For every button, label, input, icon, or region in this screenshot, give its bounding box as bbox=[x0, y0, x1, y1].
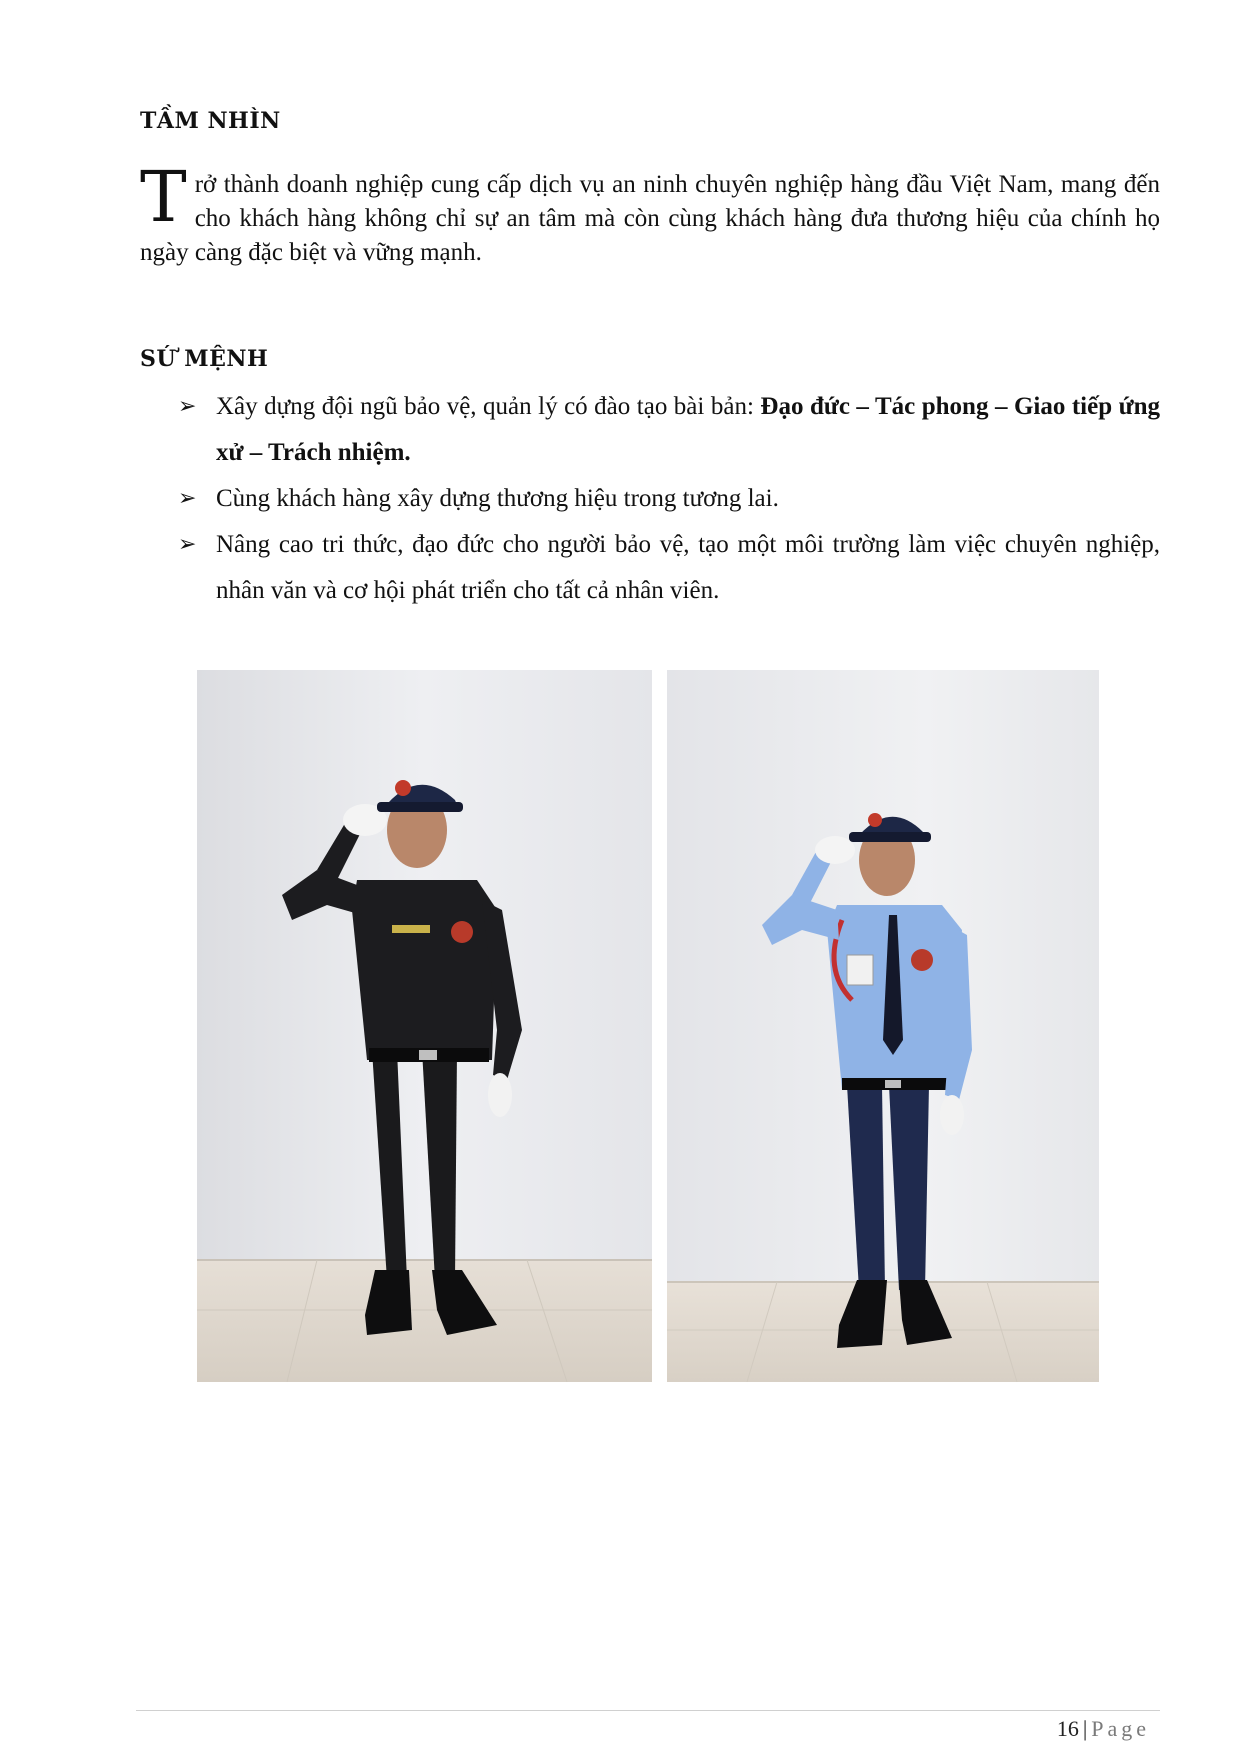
mission-item-text: Cùng khách hàng xây dựng thương hiệu trong tương lai. bbox=[216, 485, 779, 512]
footer-separator: | bbox=[1082, 1716, 1088, 1741]
mission-item bbox=[140, 384, 1160, 476]
mission-heading: SỨ MỆNH bbox=[140, 346, 269, 372]
mission-item bbox=[140, 522, 1160, 614]
mission-item-text: Xây dựng đội ngũ bảo vệ, quản lý có đào tạo bài bản: bbox=[216, 393, 761, 420]
mission-list bbox=[140, 384, 1160, 614]
vision-paragraph bbox=[140, 156, 1160, 270]
page-label: Page bbox=[1091, 1716, 1150, 1741]
arrow-bullet-icon: ➢ bbox=[178, 532, 197, 557]
page-footer bbox=[1057, 1716, 1150, 1742]
mission-item-bold: Đạo đức – Tác phong – Giao tiếp ứng xử – Trách nhiệm. bbox=[216, 393, 1161, 466]
mission-item bbox=[140, 476, 1160, 522]
photo-guard-black-uniform bbox=[197, 670, 652, 1382]
mission-item-text: Nâng cao tri thức, đạo đức cho người bảo vệ, tạo một môi trường làm việc chuyên nghiệp, nhân văn và cơ hội phát triển cho tất cả nhân viên. bbox=[216, 531, 1160, 604]
photo-guard-blue-uniform bbox=[667, 670, 1099, 1382]
arrow-bullet-icon: ➢ bbox=[178, 486, 197, 511]
vision-heading: TẦM NHÌN bbox=[140, 108, 281, 134]
arrow-bullet-icon: ➢ bbox=[178, 394, 197, 419]
vision-dropcap: T bbox=[140, 156, 187, 238]
footer-divider bbox=[136, 1710, 1160, 1711]
vision-text: rở thành doanh nghiệp cung cấp dịch vụ an ninh chuyên nghiệp hàng đầu Việt Nam, mang đến cho khách hàng không chỉ sự an tâm mà còn cùng khách hàng đưa thương hiệu của chính họ ngày càng đặc biệt và vững mạnh. bbox=[140, 171, 1160, 266]
page-number: 16 bbox=[1056, 1716, 1079, 1741]
